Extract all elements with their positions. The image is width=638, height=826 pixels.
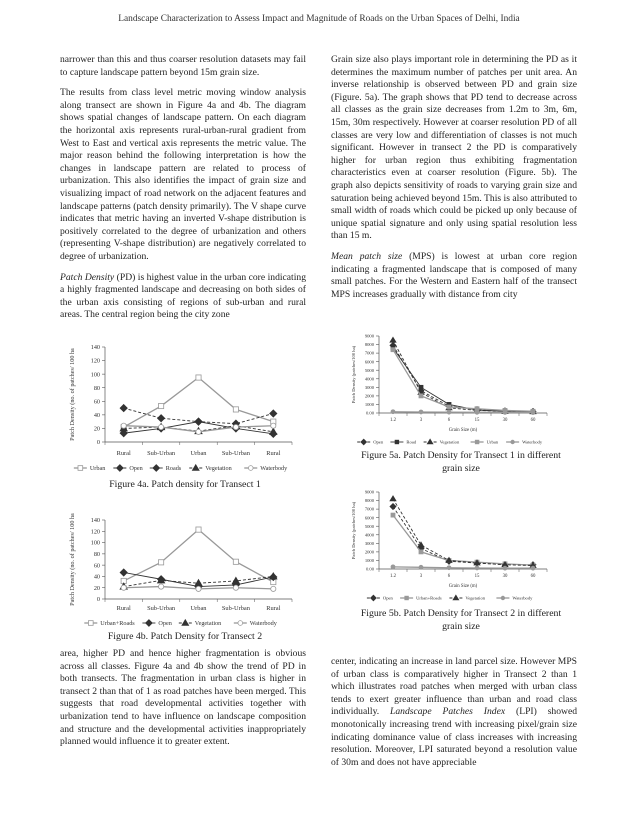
data-point xyxy=(233,424,238,429)
x-tick-label: 3 xyxy=(419,574,423,579)
data-point xyxy=(270,428,277,434)
data-point xyxy=(531,566,535,570)
legend-label: Road xyxy=(406,439,417,445)
y-tick-label: 40 xyxy=(93,573,100,581)
data-point xyxy=(159,403,164,408)
data-point xyxy=(120,404,127,411)
series-open xyxy=(390,504,536,568)
y-tick-label: 9000 xyxy=(364,333,374,339)
legend-label: Open xyxy=(158,620,172,628)
y-tick-label: 4000 xyxy=(364,532,374,538)
legend-label: Waterbody xyxy=(260,465,288,473)
figure-5b-caption: Figure 5b. Patch Density for Transect 2 in different grain size xyxy=(360,608,562,632)
data-point xyxy=(447,410,451,414)
legend-label: Urban xyxy=(89,465,106,473)
y-tick-label: 60 xyxy=(93,562,100,570)
data-point xyxy=(120,569,127,576)
y-tick-label: 0 xyxy=(96,596,100,604)
legend xyxy=(84,620,277,628)
data-point xyxy=(270,410,277,417)
x-tick-label: 3 xyxy=(419,418,423,423)
y-tick-label: 3000 xyxy=(364,384,374,390)
data-point xyxy=(503,566,507,570)
legend-label: Vegetation xyxy=(194,620,222,628)
data-point xyxy=(121,423,126,428)
paragraph-text: (MPS) is lowest at urban core region indicating a fragmented landscape that is composed of many small patches. For the Western and Eastern half of the transect MPS increases gradually with distance from city xyxy=(331,250,577,300)
data-point xyxy=(153,465,160,472)
series-line xyxy=(124,530,274,582)
figure-5b-chart xyxy=(331,484,577,606)
x-tick-label: 30 xyxy=(502,574,508,579)
data-point xyxy=(419,410,423,414)
y-tick-label: 2000 xyxy=(364,549,374,555)
left-column-top xyxy=(60,54,306,330)
figure-4b-caption: Figure 4b. Patch Density for Transect 2 xyxy=(107,631,263,642)
legend xyxy=(74,465,288,473)
data-point xyxy=(146,620,153,627)
paragraph xyxy=(331,251,577,301)
y-tick-label: 6000 xyxy=(364,515,374,521)
data-point xyxy=(447,405,451,409)
y-tick-label: 8000 xyxy=(364,498,374,504)
data-point xyxy=(371,595,377,601)
right-column-top xyxy=(331,54,577,309)
legend xyxy=(367,595,533,601)
y-tick-label: 100 xyxy=(90,539,100,547)
series-road xyxy=(391,346,535,414)
x-axis-label: Grain Size (m) xyxy=(448,428,478,433)
data-point xyxy=(196,527,201,532)
data-point xyxy=(195,418,202,425)
series-vegetation xyxy=(390,496,536,568)
x-axis-label: Grain Size (m) xyxy=(448,584,478,589)
legend-label: Open xyxy=(382,595,393,601)
x-tick-label: Urban xyxy=(190,605,207,612)
legend-label: Urban+Roads xyxy=(100,620,135,628)
x-tick-label: Rural xyxy=(116,605,131,612)
data-point xyxy=(196,429,201,434)
data-point xyxy=(248,466,253,471)
x-tick-label: Sub-Urban xyxy=(147,450,176,457)
legend-label: Open xyxy=(373,439,384,445)
data-point xyxy=(501,596,505,600)
data-point xyxy=(88,621,93,626)
x-tick-label: 15 xyxy=(474,418,480,423)
running-header: Landscape Characterization to Assess Impact and Magnitude of Roads on the Urban Spaces of Delhi, India xyxy=(118,14,520,24)
y-tick-label: 0.00 xyxy=(365,566,374,572)
y-tick-label: 5000 xyxy=(364,523,374,529)
y-tick-label: 1000 xyxy=(364,402,374,408)
data-point xyxy=(475,566,479,570)
legend-label: Roads xyxy=(165,465,182,473)
data-point xyxy=(419,394,423,398)
series-line xyxy=(393,345,533,411)
paragraph-text: center, indicating an increase in land parcel size. However MPS of urban class is comparatively higher in Transect 2 than 1 which illustrates road patches when merged with urban class tends to exert greater influence than urban and road class individually. xyxy=(331,656,577,718)
legend-label: Vegetation xyxy=(465,595,486,601)
x-tick-label: 6 xyxy=(447,574,451,579)
data-point xyxy=(159,560,164,565)
x-tick-label: Sub-Urban xyxy=(221,605,250,612)
y-tick-label: 20 xyxy=(93,584,100,592)
right-column-bottom xyxy=(331,656,577,777)
series-line xyxy=(393,340,533,411)
paragraph: narrower than this and thus coarser resolution datasets may fail to capture landscape pattern beyond 15m grain size. xyxy=(60,54,306,78)
y-tick-label: 0.00 xyxy=(365,410,374,416)
paragraph xyxy=(331,656,577,769)
paragraph-text: (LPI) showed monotonically increasing trend with increasing pixel/grain size indicating dominance value of class increases with increasing resolution. Moreover, LPI saturated beyond a resolution value of 30m and does not have appreciable xyxy=(331,706,578,768)
paragraph: Grain size also plays important role in determining the PD as it determines the maximum number of patches per unit area. An inverse relationship is observed between PD and grain size (Figure. 5a). The graph shows that PD tend to decrease across all classes as the grain size decreases from 1.2m to 3m, 6m, 15m, 30m respectively. However at coarser resolution PD of all classes are very low and differentiation of classes is not much significant. However in transect 2 the PD is comparatively higher for urban region thus exhibiting fragmentation characteristics even at coarser resolution (Figure. 5b). The graph also depicts sensitivity of roads to varying grain size and saturation being achieved beyond 15m. This is also attributed to small width of roads which could be picked up only because of unique spatial signature and only using spatial resolution less than 15 m. xyxy=(331,54,577,242)
y-tick-label: 40 xyxy=(93,412,100,420)
paragraph: area, higher PD and hence higher fragmentation is obvious across all classes. Figure 4a and 4b show the trend of PD in both transects. The fragmentation in urban class is higher in transect 2 than that of 1 as road patches have been merged. This suggests that road developmental activities together with urbanization tend to have influence on landscape composition and structure and the developmental activities inappropriately planned would influence it to greater extent. xyxy=(60,648,306,748)
x-tick-label: 6 xyxy=(447,418,451,423)
y-tick-label: 60 xyxy=(93,398,100,406)
data-point xyxy=(419,550,423,554)
data-point xyxy=(158,415,165,422)
y-tick-label: 4000 xyxy=(364,376,374,382)
legend xyxy=(357,439,543,445)
data-point xyxy=(427,439,433,444)
y-tick-label: 140 xyxy=(90,344,100,352)
data-point xyxy=(503,410,507,414)
x-tick-label: Rural xyxy=(116,450,131,457)
x-tick-label: 1.2 xyxy=(390,574,396,579)
series-line xyxy=(393,567,533,568)
series-urban-roads xyxy=(391,513,535,567)
y-tick-label: 1000 xyxy=(364,558,374,564)
data-point xyxy=(390,496,396,501)
data-point xyxy=(390,337,396,342)
x-tick-label: Rural xyxy=(266,450,281,457)
data-point xyxy=(233,585,238,590)
legend-label: Waterbody xyxy=(249,620,277,628)
series-line xyxy=(393,499,533,566)
y-tick-label: 2000 xyxy=(364,393,374,399)
data-point xyxy=(447,566,451,570)
legend-label: Vegetation xyxy=(439,439,460,445)
x-tick-label: Urban xyxy=(190,450,207,457)
y-tick-label: 80 xyxy=(93,551,100,559)
x-tick-label: 60 xyxy=(530,418,536,423)
figure-4a-chart xyxy=(60,335,310,485)
data-point xyxy=(196,375,201,380)
paragraph xyxy=(60,272,306,322)
y-axis-label: Patch Density (no. of patches/ 100 ha xyxy=(69,348,76,441)
x-tick-label: 15 xyxy=(474,574,480,579)
data-point xyxy=(271,586,276,591)
data-point xyxy=(391,513,395,517)
data-point xyxy=(117,465,124,472)
x-tick-label: 1.2 xyxy=(390,418,396,423)
y-tick-label: 20 xyxy=(93,425,100,433)
data-point xyxy=(271,423,276,428)
figure-5a-chart xyxy=(331,328,577,450)
y-tick-label: 100 xyxy=(90,371,100,379)
paragraph: The results from class level metric moving window analysis along transect are shown in Figure 4a and 4b. The diagram shows spatial changes of landscape pattern. On each diagram the horizontal axis represents rural-urban-rural gradient from West to East and vertical axis represents the metric value. The major reason behind the following interpretation is how the changes in landscape pattern are related to process of urbanization. This also identifies the impact of grain size and visualizing impact of road network on the adjacent features and landscape patterns (patch density primarily). The V shape curve indicates that metric having an inverted V-shape distribution is positively correlated to the degree of urbanization and others (representing V-shape distribution) are negatively correlated to degree of urbanization. xyxy=(60,87,306,262)
y-tick-label: 6000 xyxy=(364,359,374,365)
y-tick-label: 9000 xyxy=(364,489,374,495)
data-point xyxy=(475,410,479,414)
legend-label: Waterbody xyxy=(522,439,543,445)
figure-4b-chart xyxy=(60,506,310,631)
y-tick-label: 120 xyxy=(90,528,100,536)
data-point xyxy=(390,504,396,510)
series-line xyxy=(393,350,533,412)
data-point xyxy=(391,565,395,569)
data-point xyxy=(361,439,367,445)
legend-label: Vegetation xyxy=(205,465,232,473)
y-tick-label: 8000 xyxy=(364,342,374,348)
term-italic: Mean patch size xyxy=(331,250,403,262)
series-line xyxy=(393,412,533,413)
y-tick-label: 140 xyxy=(90,517,100,525)
data-point xyxy=(391,410,395,414)
y-tick-label: 5000 xyxy=(364,367,374,373)
data-point xyxy=(475,440,479,444)
y-tick-label: 7000 xyxy=(364,350,374,356)
x-tick-label: Rural xyxy=(266,605,281,612)
data-point xyxy=(182,620,189,626)
data-point xyxy=(453,595,459,600)
left-column-bottom xyxy=(60,648,306,757)
series-line xyxy=(393,507,533,565)
y-axis-label: Patch Density (patches/100 ha) xyxy=(351,501,356,560)
data-point xyxy=(159,584,164,589)
x-tick-label: Sub-Urban xyxy=(147,605,176,612)
term-italic: Patch Density xyxy=(60,271,115,283)
data-point xyxy=(233,559,238,564)
y-tick-label: 3000 xyxy=(364,540,374,546)
data-point xyxy=(196,586,201,591)
legend-label: Urban xyxy=(486,439,499,445)
figure-5a-caption: Figure 5a. Patch Density for Transect 1 in different grain size xyxy=(361,450,561,474)
y-tick-label: 120 xyxy=(90,357,100,365)
data-point xyxy=(192,465,199,471)
y-tick-label: 0 xyxy=(96,439,100,447)
x-tick-label: 30 xyxy=(502,418,508,423)
series-line xyxy=(393,515,533,565)
data-point xyxy=(238,621,243,626)
data-point xyxy=(531,410,535,414)
legend-label: Open xyxy=(129,465,143,473)
data-point xyxy=(121,585,126,590)
y-axis-label: Patch Density (patches/100 ha) xyxy=(351,345,356,404)
data-point xyxy=(419,565,423,569)
figure-4a-caption: Figure 4a. Patch density for Transect 1 xyxy=(109,479,261,490)
data-point xyxy=(391,348,395,352)
data-point xyxy=(233,407,238,412)
data-point xyxy=(159,424,164,429)
series-open xyxy=(390,342,536,414)
y-axis-label: Patch Density (no. of patches/ 100 ha xyxy=(69,513,76,606)
legend-label: Urban+Roads xyxy=(416,595,442,601)
paragraph-text: (PD) is highest value in the urban core indicating a highly fragmented landscape and decreasing on both sides of the urban axis consisting of regions of sub-urban and rural areas. The central region being the city zone xyxy=(60,271,306,321)
legend-label: Waterbody xyxy=(512,595,533,601)
data-point xyxy=(78,466,83,471)
series-urban xyxy=(391,348,535,414)
y-tick-label: 80 xyxy=(93,384,100,392)
term-italic: Landscape Patches Index xyxy=(390,706,506,718)
x-tick-label: 60 xyxy=(530,574,536,579)
data-point xyxy=(511,440,515,444)
data-point xyxy=(395,440,399,444)
y-tick-label: 7000 xyxy=(364,506,374,512)
x-tick-label: Sub-Urban xyxy=(221,450,250,457)
data-point xyxy=(405,596,409,600)
